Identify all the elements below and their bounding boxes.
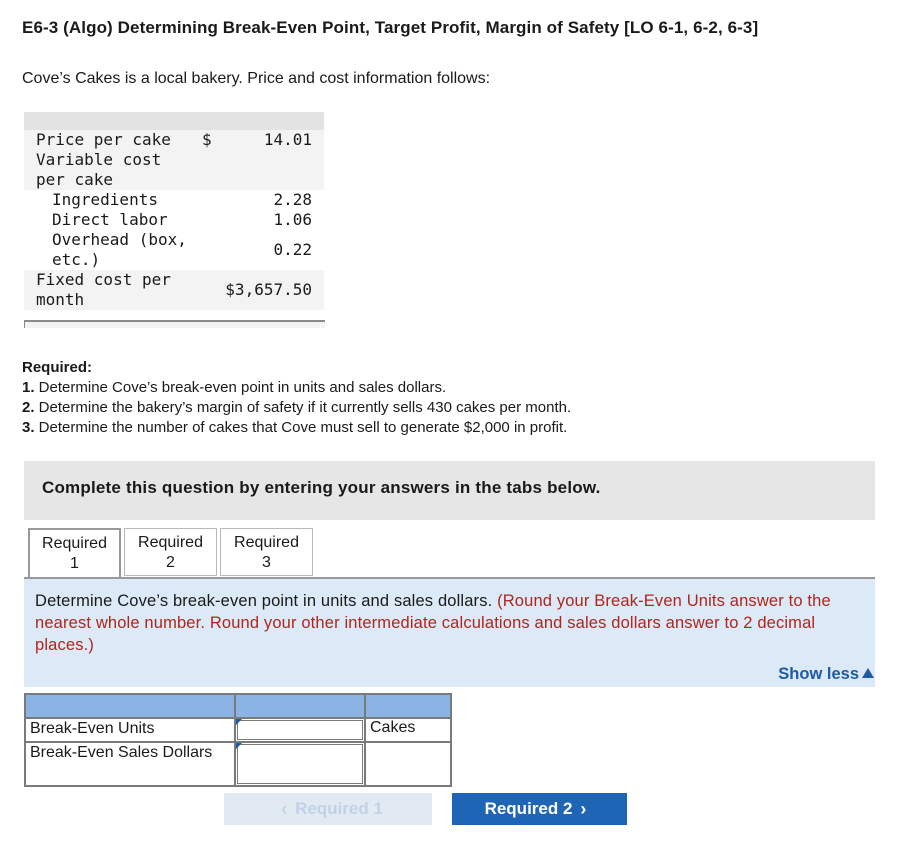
- break-even-units-label: Break-Even Units: [25, 718, 235, 742]
- tab-label: Required: [234, 534, 299, 551]
- show-less-label: Show less: [778, 665, 859, 683]
- table-row: [25, 742, 451, 786]
- answer-table: [24, 693, 452, 787]
- tab-required-2[interactable]: [124, 528, 217, 576]
- instruction-banner: Complete this question by entering your answers in the tabs below.: [24, 461, 875, 520]
- required-heading: Required:: [22, 359, 93, 376]
- labor-label: Direct labor: [24, 210, 202, 230]
- flag-icon: [236, 719, 242, 725]
- chevron-right-icon: ›: [580, 798, 587, 819]
- prev-button-label: Required 1: [295, 799, 383, 818]
- tab-number: 3: [262, 554, 271, 571]
- tab-required-1[interactable]: [28, 528, 121, 578]
- tab-number: 1: [70, 555, 79, 572]
- table-row: [24, 130, 324, 150]
- chevron-left-icon: ‹: [281, 798, 288, 819]
- ingredients-value: 2.28: [234, 190, 324, 210]
- price-label: Price per cake: [24, 130, 202, 150]
- table-row: [24, 230, 324, 270]
- required-item-2: [22, 398, 571, 418]
- required-item-1: [22, 378, 571, 398]
- prev-button[interactable]: [224, 793, 432, 825]
- overhead-label: Overhead (box, etc.): [24, 230, 202, 270]
- question-panel: [24, 577, 875, 687]
- answer-table-header: [25, 694, 451, 718]
- fixed-cost-label: Fixed cost per month: [24, 270, 202, 310]
- required-text: Determine Cove’s break-even point in units and sales dollars.: [34, 379, 447, 396]
- break-even-units-unit: Cakes: [365, 718, 451, 742]
- required-text: Determine the bakery’s margin of safety if it currently sells 430 cakes per month.: [34, 399, 572, 416]
- labor-value: 1.06: [234, 210, 324, 230]
- fixed-cost-value: $3,657.50: [202, 270, 324, 310]
- table-row: [24, 210, 324, 230]
- next-button-label: Required 2: [484, 799, 573, 818]
- tab-label: Required: [138, 534, 203, 551]
- show-less-link[interactable]: [778, 665, 874, 684]
- table-row: [24, 270, 324, 310]
- cost-table-footer: [24, 320, 325, 328]
- required-item-3: [22, 418, 571, 438]
- required-number: 2.: [22, 399, 35, 416]
- required-number: 1.: [22, 379, 35, 396]
- question-text: Determine Cove’s break-even point in units and sales dollars.: [35, 592, 498, 610]
- table-row: [25, 718, 451, 742]
- tab-required-3[interactable]: [220, 528, 313, 576]
- tab-label: Required: [42, 535, 107, 552]
- break-even-sales-input[interactable]: [237, 744, 363, 784]
- required-number: 3.: [22, 419, 35, 436]
- tab-number: 2: [166, 554, 175, 571]
- tab-bar: [28, 528, 316, 578]
- break-even-units-input[interactable]: [237, 720, 363, 740]
- required-text: Determine the number of cakes that Cove must sell to generate $2,000 in profit.: [34, 419, 568, 436]
- overhead-value: 0.22: [234, 230, 324, 270]
- table-row: [24, 190, 324, 210]
- required-section: [22, 358, 571, 438]
- rounding-note: (Round your Break-Even Units answer to the nearest whole number. Round your other intermediate calculations and sales dollars answer to 2 decimal places.): [35, 592, 831, 654]
- next-button[interactable]: [452, 793, 627, 825]
- flag-icon: [236, 743, 242, 749]
- cost-table-header: [24, 112, 324, 130]
- intro-text: Cove’s Cakes is a local bakery. Price and cost information follows:: [22, 70, 491, 87]
- cost-table: [24, 112, 324, 310]
- page-title: E6-3 (Algo) Determining Break-Even Point, Target Profit, Margin of Safety [LO 6-1, 6-2, 6-3]: [22, 18, 759, 37]
- break-even-sales-unit: [365, 742, 451, 786]
- price-currency: $: [202, 130, 234, 150]
- triangle-up-icon: [862, 668, 874, 678]
- ingredients-label: Ingredients: [24, 190, 202, 210]
- table-row: [24, 150, 324, 190]
- price-value: 14.01: [234, 130, 324, 150]
- break-even-sales-label: Break-Even Sales Dollars: [25, 742, 235, 786]
- variable-cost-label: Variable cost per cake: [24, 150, 202, 190]
